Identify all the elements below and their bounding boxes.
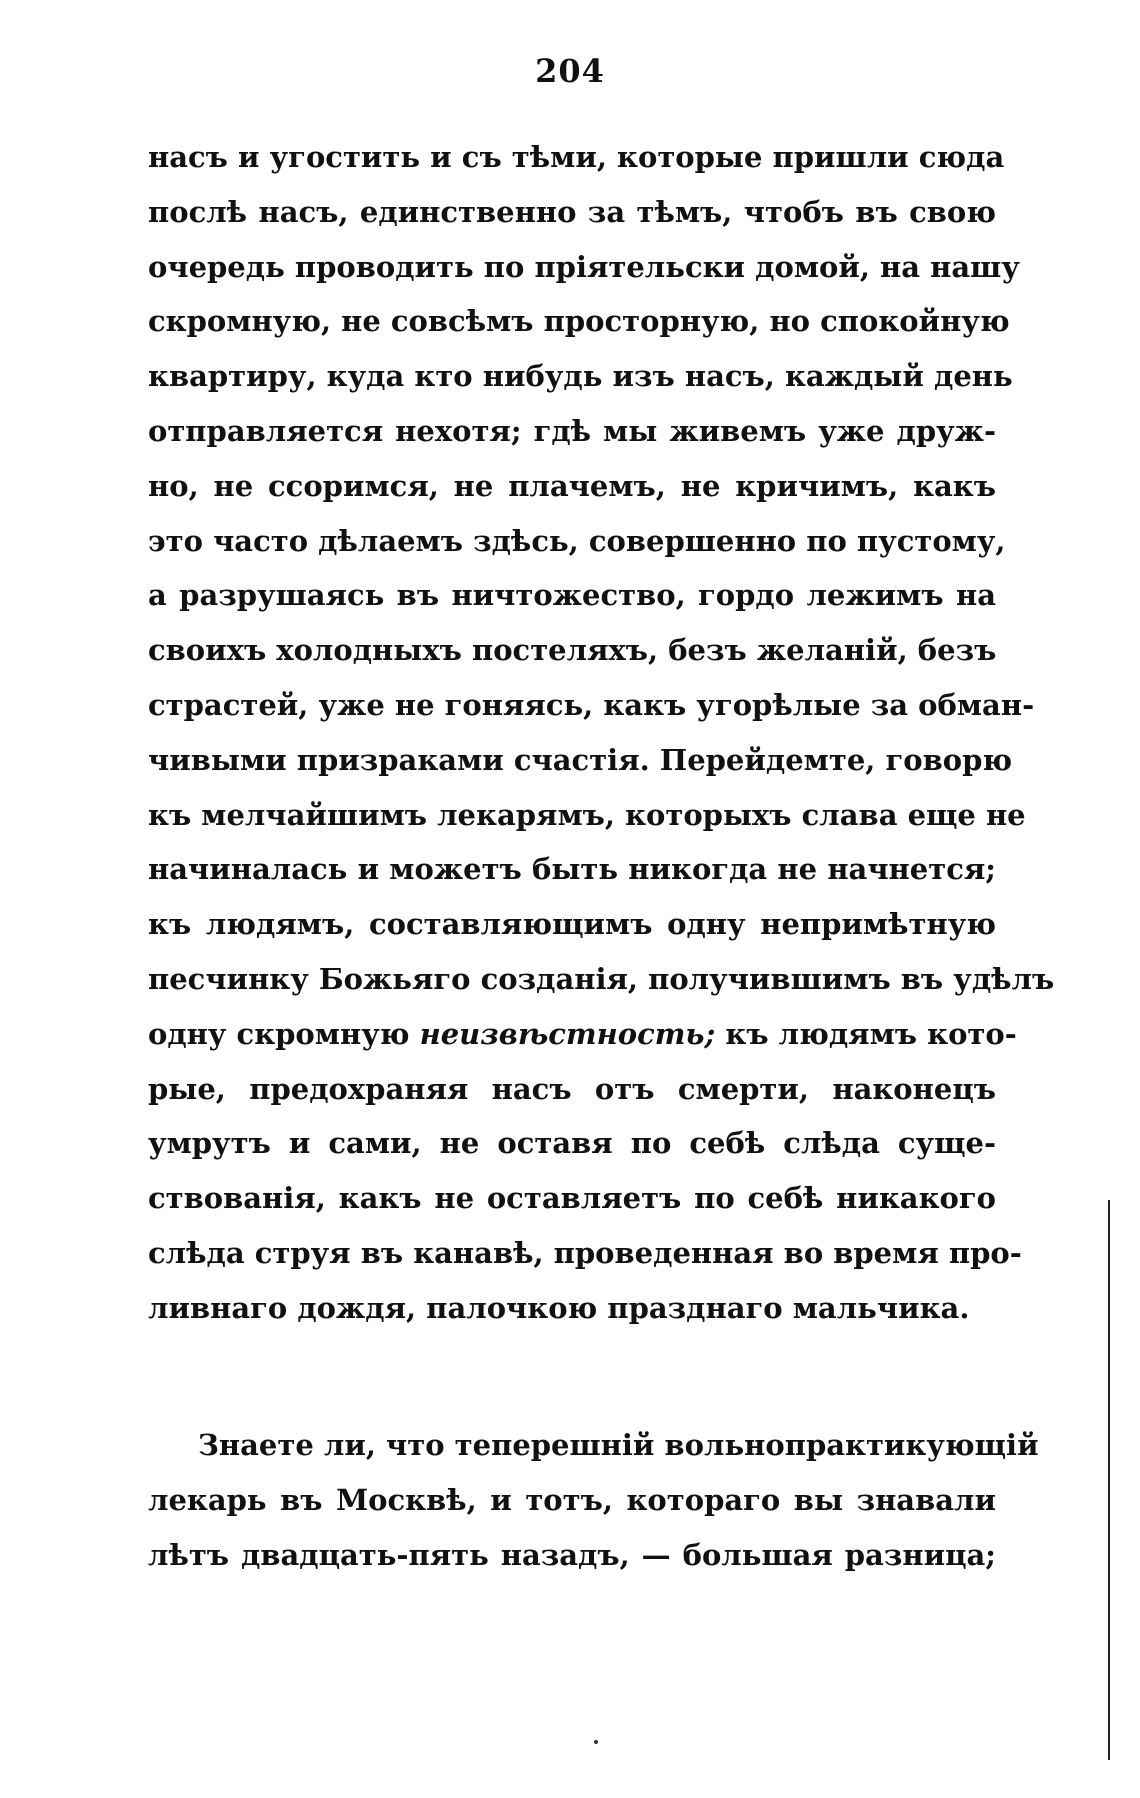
text-line: чивыми призраками счастія. Перейдемте, говорю [148,742,1013,777]
page-edge-rule [1108,1200,1110,1760]
italic-word: неизвѣстность; [419,1016,716,1051]
print-speck [594,1740,598,1744]
text-line: къ мелчайшимъ лекарямъ, которыхъ слава еще не [148,797,1026,832]
text-span: одну скромную [148,1016,420,1051]
page-number: 204 [535,52,605,90]
text-line: скромную, не совсѣмъ просторную, но спокойную [148,304,1010,339]
text-span: къ людямъ кото- [715,1016,1017,1051]
text-line: послѣ насъ, единственно за тѣмъ, чтобъ въ свою [148,194,996,229]
text-line: страстей, уже не гоняясь, какъ угорѣлые за обман- [148,687,1035,722]
paragraph-1 [148,130,1055,1336]
text-line: а разрушаясь въ ничтожество, гордо лежимъ на [148,578,996,613]
text-line: лекарь въ Москвѣ, и тотъ, котораго вы знавали [148,1482,996,1517]
text-line: очередь проводить по пріятельски домой, на нашу [148,249,1020,284]
text-line: рые, предохраняя насъ отъ смерти, наконецъ [148,1071,996,1106]
text-line: песчинку Божьяго созданія, получившимъ въ удѣлъ [148,961,1055,996]
paragraph-2 [148,1418,1039,1582]
text-line: это часто дѣлаемъ здѣсь, совершенно по пустому, [148,523,1006,558]
text-line: ливнаго дождя, палочкою празднаго мальчика. [148,1290,970,1325]
text-line: но, не ссоримся, не плачемъ, не кричимъ, какъ [148,468,996,503]
text-line: отправляется нехотя; гдѣ мы живемъ уже друж- [148,413,996,448]
text-line-with-italic [148,1007,1017,1062]
text-line: насъ и угостить и съ тѣми, которые пришли сюда [148,140,1005,174]
text-line: ствованія, какъ не оставляетъ по себѣ никакого [148,1181,996,1216]
text-line: начиналась и можетъ быть никогда не начнется; [148,852,996,887]
text-line: къ людямъ, составляющимъ одну непримѣтную [148,907,996,942]
text-line: умрутъ и сами, не оставя по себѣ слѣда суще- [148,1126,996,1161]
text-line: лѣтъ двадцать-пять назадъ, — большая разница; [148,1537,996,1572]
text-line: слѣда струя въ канавѣ, проведенная во время про- [148,1235,1022,1270]
text-line: Знаете ли, что теперешній вольнопрактикующій [198,1428,1039,1462]
text-line: своихъ холодныхъ постеляхъ, безъ желаній, безъ [148,633,997,668]
text-line: квартиру, куда кто нибудь изъ насъ, каждый день [148,359,1013,394]
